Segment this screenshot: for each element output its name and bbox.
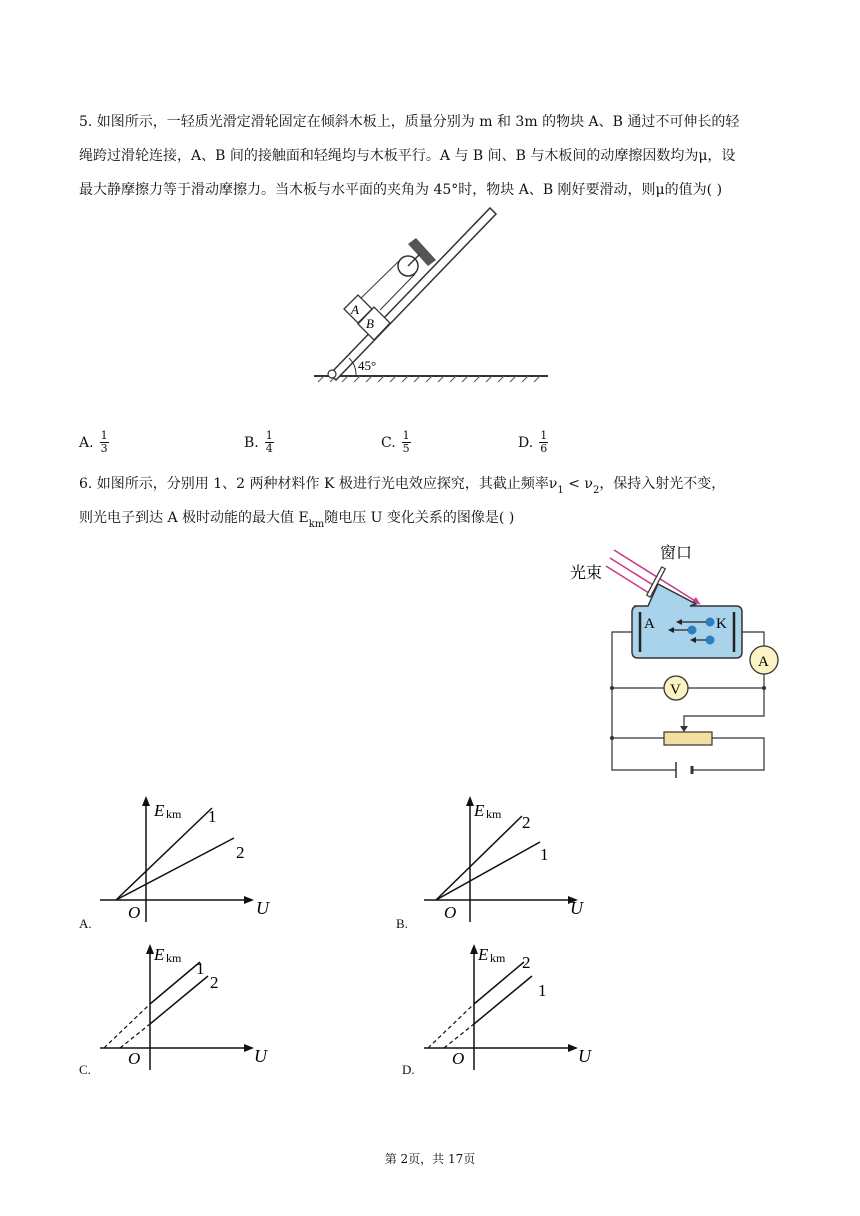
svg-text:km: km bbox=[490, 951, 506, 965]
graph-option-d[interactable] bbox=[414, 938, 614, 1078]
svg-text:O: O bbox=[452, 1049, 465, 1068]
svg-text:U: U bbox=[570, 898, 583, 918]
graph-c-letter: C. bbox=[79, 1062, 91, 1077]
fraction: $\frac{1}{4}$ bbox=[265, 429, 273, 455]
q5-line-1: 5. 如图所示，一轻质光滑定滑轮固定在倾斜木板上，质量分别为 m 和 3m 的物块 A、B 通过不可伸长的轻 bbox=[79, 114, 740, 130]
voltmeter-label: V bbox=[670, 682, 681, 698]
svg-text:km: km bbox=[486, 807, 502, 821]
svg-text:2: 2 bbox=[522, 953, 531, 972]
svg-text:2: 2 bbox=[210, 973, 219, 992]
q5-incline-figure bbox=[312, 204, 552, 384]
svg-text:2: 2 bbox=[522, 813, 531, 832]
option-letter: D. bbox=[518, 434, 534, 451]
svg-text:O: O bbox=[128, 903, 141, 922]
q5-option-b[interactable] bbox=[244, 430, 274, 455]
q5-line-2: 绳跨过滑轮连接，A、B 间的接触面和轻绳均与木板平行。A 与 B 间、B 与木板间的动摩擦因数均为μ，设 bbox=[79, 148, 736, 164]
fraction: $\frac{1}{3}$ bbox=[100, 429, 108, 455]
q5-option-c[interactable] bbox=[381, 430, 411, 455]
anode-label: A bbox=[644, 616, 655, 632]
light-label: 光束 bbox=[570, 565, 603, 582]
option-letter: C. bbox=[381, 434, 396, 451]
q5-line-3: 最大静摩擦力等于滑动摩擦力。当木板与水平面的夹角为 45°时，物块 A、B 刚好要滑动，则μ的值为( ) bbox=[79, 182, 723, 198]
svg-text:E: E bbox=[474, 801, 485, 820]
window-label: 窗口 bbox=[660, 545, 693, 562]
svg-text:E: E bbox=[154, 801, 165, 820]
svg-text:E: E bbox=[478, 945, 489, 964]
graph-option-c[interactable] bbox=[90, 938, 290, 1078]
svg-text:O: O bbox=[444, 903, 457, 922]
cathode-label: K bbox=[716, 616, 727, 632]
svg-text:1: 1 bbox=[540, 845, 549, 864]
q6-line-2: 则光电子到达 A 极时动能的最大值 $E_{km}$随电压 U 变化关系的图像是( ) bbox=[79, 510, 515, 530]
graph-a-letter: A. bbox=[79, 916, 92, 931]
q5-option-a[interactable] bbox=[79, 430, 109, 455]
page-footer: 第 2页，共 17页 bbox=[384, 1152, 476, 1166]
svg-text:O: O bbox=[128, 1049, 141, 1068]
svg-text:1: 1 bbox=[196, 959, 205, 978]
graph-option-a[interactable] bbox=[90, 790, 290, 930]
svg-text:km: km bbox=[166, 951, 182, 965]
angle-label: 45° bbox=[358, 358, 377, 373]
option-letter: A. bbox=[79, 434, 94, 451]
option-letter: B. bbox=[244, 434, 259, 451]
block-b-label: B bbox=[366, 316, 374, 331]
graph-d-letter: D. bbox=[402, 1062, 415, 1077]
svg-text:U: U bbox=[256, 898, 269, 918]
block-a-label: A bbox=[351, 302, 359, 317]
svg-text:U: U bbox=[254, 1046, 267, 1066]
graph-b-letter: B. bbox=[396, 916, 408, 931]
fraction: $\frac{1}{6}$ bbox=[540, 429, 548, 455]
fraction: $\frac{1}{5}$ bbox=[402, 429, 410, 455]
svg-text:km: km bbox=[166, 807, 182, 821]
svg-text:1: 1 bbox=[208, 807, 217, 826]
svg-text:U: U bbox=[578, 1046, 591, 1066]
ammeter-label: A bbox=[758, 654, 769, 670]
svg-text:E: E bbox=[154, 945, 165, 964]
q6-line-1: 6. 如图所示，分别用 1、2 两种材料作 K 极进行光电效应探究，其截止频率$\nu_1 < \nu_2$，保持入射光不变， bbox=[79, 476, 726, 496]
svg-text:1: 1 bbox=[538, 981, 547, 1000]
svg-text:2: 2 bbox=[236, 843, 245, 862]
photoelectric-circuit bbox=[566, 540, 786, 780]
graph-option-b[interactable] bbox=[414, 790, 614, 930]
q5-option-d[interactable] bbox=[518, 430, 548, 455]
